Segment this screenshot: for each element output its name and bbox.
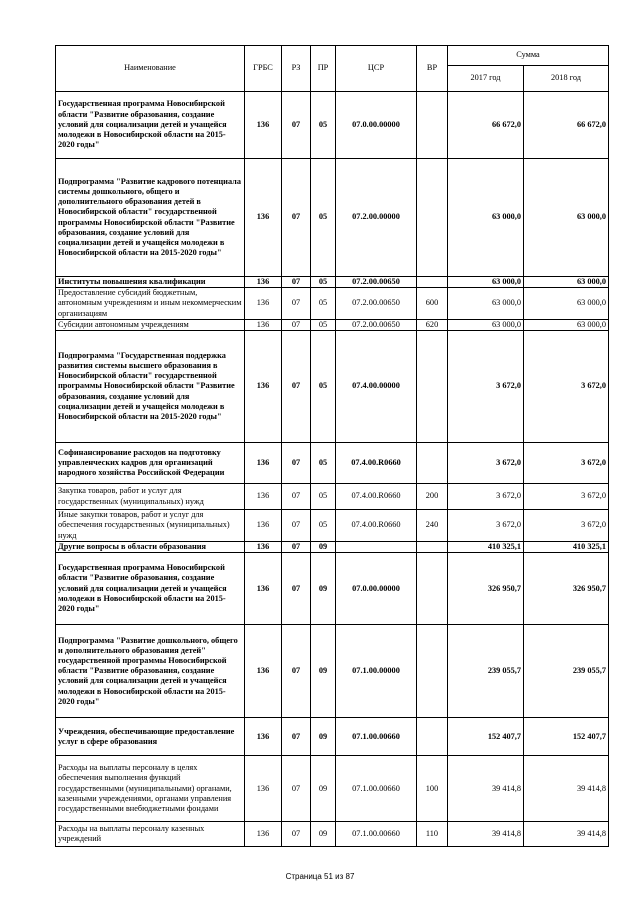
table-row — [56, 718, 609, 756]
table-row — [56, 277, 609, 288]
cell-s2017: 3 672,0 — [448, 510, 524, 542]
cell-vr: 200 — [417, 484, 448, 510]
cell-rz: 07 — [282, 92, 311, 159]
cell-pr: 05 — [311, 331, 336, 443]
cell-rz: 07 — [282, 542, 311, 553]
cell-rz: 07 — [282, 822, 311, 847]
cell-grbs: 136 — [245, 288, 282, 320]
cell-name: Подпрограмма "Государственная поддержка развития системы высшего образования в Новосибирской области" государственной программы Новосибирской области "Развитие образования, создание условий для социализации детей и учащейся молодежи в Новосибирской области на 2015-2020 годы" — [56, 331, 245, 443]
cell-vr — [417, 542, 448, 553]
cell-csr: 07.0.00.00000 — [336, 553, 417, 625]
cell-name: Субсидии автономным учреждениям — [56, 319, 245, 330]
cell-grbs: 136 — [245, 510, 282, 542]
cell-s2018: 3 672,0 — [524, 484, 609, 510]
table-row — [56, 319, 609, 330]
cell-pr: 05 — [311, 92, 336, 159]
cell-grbs: 136 — [245, 756, 282, 822]
table-row — [56, 553, 609, 625]
cell-s2017: 410 325,1 — [448, 542, 524, 553]
cell-rz: 07 — [282, 443, 311, 484]
cell-grbs: 136 — [245, 277, 282, 288]
cell-s2018: 63 000,0 — [524, 319, 609, 330]
cell-s2018: 3 672,0 — [524, 443, 609, 484]
cell-s2017: 3 672,0 — [448, 443, 524, 484]
cell-csr: 07.1.00.00660 — [336, 718, 417, 756]
cell-csr: 07.1.00.00660 — [336, 756, 417, 822]
cell-s2018: 410 325,1 — [524, 542, 609, 553]
cell-rz: 07 — [282, 331, 311, 443]
cell-pr: 05 — [311, 159, 336, 277]
cell-s2018: 326 950,7 — [524, 553, 609, 625]
cell-vr — [417, 159, 448, 277]
table-row — [56, 331, 609, 443]
cell-s2018: 39 414,8 — [524, 822, 609, 847]
cell-csr: 07.4.00.R0660 — [336, 510, 417, 542]
cell-s2018: 39 414,8 — [524, 756, 609, 822]
header-vr: ВР — [417, 46, 448, 92]
cell-name: Институты повышения квалификации — [56, 277, 245, 288]
cell-rz: 07 — [282, 718, 311, 756]
header-sum: Сумма — [448, 46, 609, 66]
cell-csr: 07.0.00.00000 — [336, 92, 417, 159]
cell-csr: 07.2.00.00650 — [336, 277, 417, 288]
cell-name: Государственная программа Новосибирской области "Развитие образования, создание условий для социализации детей и учащейся молодежи в Новосибирской области на 2015-2020 годы" — [56, 92, 245, 159]
cell-name: Иные закупки товаров, работ и услуг для обеспечения государственных (муниципальных) нужд — [56, 510, 245, 542]
table-row — [56, 92, 609, 159]
cell-name: Предоставление субсидий бюджетным, автономным учреждениям и иным некоммерческим организациям — [56, 288, 245, 320]
table-row — [56, 484, 609, 510]
header-2017: 2017 год — [448, 66, 524, 92]
cell-csr: 07.4.00.R0660 — [336, 443, 417, 484]
header-name: Наименование — [56, 46, 245, 92]
table-row — [56, 510, 609, 542]
cell-s2017: 152 407,7 — [448, 718, 524, 756]
cell-name: Софинансирование расходов на подготовку управленческих кадров для организаций народного хозяйства Российской Федерации — [56, 443, 245, 484]
cell-pr: 05 — [311, 277, 336, 288]
cell-s2018: 152 407,7 — [524, 718, 609, 756]
cell-csr: 07.2.00.00650 — [336, 288, 417, 320]
cell-rz: 07 — [282, 553, 311, 625]
page-number: Страница 51 из 87 — [285, 872, 355, 881]
cell-csr: 07.4.00.00000 — [336, 331, 417, 443]
cell-name: Другие вопросы в области образования — [56, 542, 245, 553]
cell-pr: 09 — [311, 718, 336, 756]
table-row — [56, 625, 609, 718]
cell-grbs: 136 — [245, 319, 282, 330]
cell-s2017: 66 672,0 — [448, 92, 524, 159]
cell-vr: 240 — [417, 510, 448, 542]
cell-s2018: 66 672,0 — [524, 92, 609, 159]
cell-csr — [336, 542, 417, 553]
cell-grbs: 136 — [245, 553, 282, 625]
cell-vr — [417, 92, 448, 159]
header-2018: 2018 год — [524, 66, 609, 92]
cell-rz: 07 — [282, 625, 311, 718]
cell-s2018: 63 000,0 — [524, 288, 609, 320]
cell-s2017: 63 000,0 — [448, 319, 524, 330]
cell-name: Государственная программа Новосибирской области "Развитие образования, создание условий для социализации детей и учащейся молодежи в Новосибирской области на 2015-2020 годы" — [56, 553, 245, 625]
table-row — [56, 822, 609, 847]
cell-pr: 09 — [311, 625, 336, 718]
cell-name: Подпрограмма "Развитие дошкольного, общего и дополнительного образования детей" государственной программы Новосибирской области "Развитие образования, создание условий для социализации детей и учащейся молодежи в Новосибирской области на 2015-2020 годы" — [56, 625, 245, 718]
cell-csr: 07.1.00.00000 — [336, 625, 417, 718]
cell-s2018: 63 000,0 — [524, 277, 609, 288]
cell-grbs: 136 — [245, 331, 282, 443]
cell-pr: 05 — [311, 510, 336, 542]
table-row — [56, 443, 609, 484]
cell-vr — [417, 443, 448, 484]
cell-s2017: 63 000,0 — [448, 288, 524, 320]
cell-vr: 620 — [417, 319, 448, 330]
cell-name: Подпрограмма "Развитие кадрового потенциала системы дошкольного, общего и дополнительного образования детей в Новосибирской области" государственной программы Новосибирской области "Развитие образования, создание условий для социализации детей и учащейся молодежи в Новосибирской области на 2015-2020 годы" — [56, 159, 245, 277]
cell-pr: 05 — [311, 288, 336, 320]
cell-grbs: 136 — [245, 92, 282, 159]
cell-grbs: 136 — [245, 718, 282, 756]
cell-s2017: 3 672,0 — [448, 484, 524, 510]
cell-vr — [417, 553, 448, 625]
cell-name: Закупка товаров, работ и услуг для государственных (муниципальных) нужд — [56, 484, 245, 510]
header-grbs: ГРБС — [245, 46, 282, 92]
cell-s2017: 63 000,0 — [448, 277, 524, 288]
cell-pr: 05 — [311, 319, 336, 330]
cell-rz: 07 — [282, 277, 311, 288]
cell-pr: 05 — [311, 484, 336, 510]
cell-csr: 07.2.00.00000 — [336, 159, 417, 277]
cell-grbs: 136 — [245, 542, 282, 553]
table-row — [56, 756, 609, 822]
table-row — [56, 159, 609, 277]
cell-csr: 07.2.00.00650 — [336, 319, 417, 330]
cell-s2017: 63 000,0 — [448, 159, 524, 277]
cell-pr: 09 — [311, 553, 336, 625]
cell-rz: 07 — [282, 319, 311, 330]
table-row — [56, 542, 609, 553]
cell-grbs: 136 — [245, 159, 282, 277]
cell-rz: 07 — [282, 510, 311, 542]
cell-vr — [417, 277, 448, 288]
header-rz: РЗ — [282, 46, 311, 92]
cell-name: Учреждения, обеспечивающие предоставление услуг в сфере образования — [56, 718, 245, 756]
cell-vr: 100 — [417, 756, 448, 822]
cell-s2017: 326 950,7 — [448, 553, 524, 625]
table-body — [56, 92, 609, 847]
cell-name: Расходы на выплаты персоналу в целях обеспечения выполнения функций государственными (муниципальными) органами, казенными учреждениями, органами управления государственными внебюджетными фондами — [56, 756, 245, 822]
cell-s2017: 239 055,7 — [448, 625, 524, 718]
cell-vr — [417, 718, 448, 756]
cell-vr: 110 — [417, 822, 448, 847]
cell-pr: 09 — [311, 756, 336, 822]
cell-s2018: 63 000,0 — [524, 159, 609, 277]
cell-s2018: 3 672,0 — [524, 331, 609, 443]
cell-grbs: 136 — [245, 625, 282, 718]
cell-pr: 09 — [311, 822, 336, 847]
header-pr: ПР — [311, 46, 336, 92]
cell-vr — [417, 331, 448, 443]
table-row — [56, 288, 609, 320]
cell-vr — [417, 625, 448, 718]
cell-rz: 07 — [282, 159, 311, 277]
cell-name: Расходы на выплаты персоналу казенных учреждений — [56, 822, 245, 847]
cell-grbs: 136 — [245, 443, 282, 484]
cell-s2018: 239 055,7 — [524, 625, 609, 718]
cell-rz: 07 — [282, 288, 311, 320]
cell-pr: 05 — [311, 443, 336, 484]
cell-s2018: 3 672,0 — [524, 510, 609, 542]
cell-grbs: 136 — [245, 822, 282, 847]
cell-csr: 07.1.00.00660 — [336, 822, 417, 847]
header-csr: ЦСР — [336, 46, 417, 92]
cell-s2017: 39 414,8 — [448, 756, 524, 822]
cell-grbs: 136 — [245, 484, 282, 510]
cell-pr: 09 — [311, 542, 336, 553]
cell-csr: 07.4.00.R0660 — [336, 484, 417, 510]
cell-vr: 600 — [417, 288, 448, 320]
cell-rz: 07 — [282, 756, 311, 822]
cell-s2017: 3 672,0 — [448, 331, 524, 443]
cell-s2017: 39 414,8 — [448, 822, 524, 847]
cell-rz: 07 — [282, 484, 311, 510]
budget-table — [55, 45, 609, 847]
